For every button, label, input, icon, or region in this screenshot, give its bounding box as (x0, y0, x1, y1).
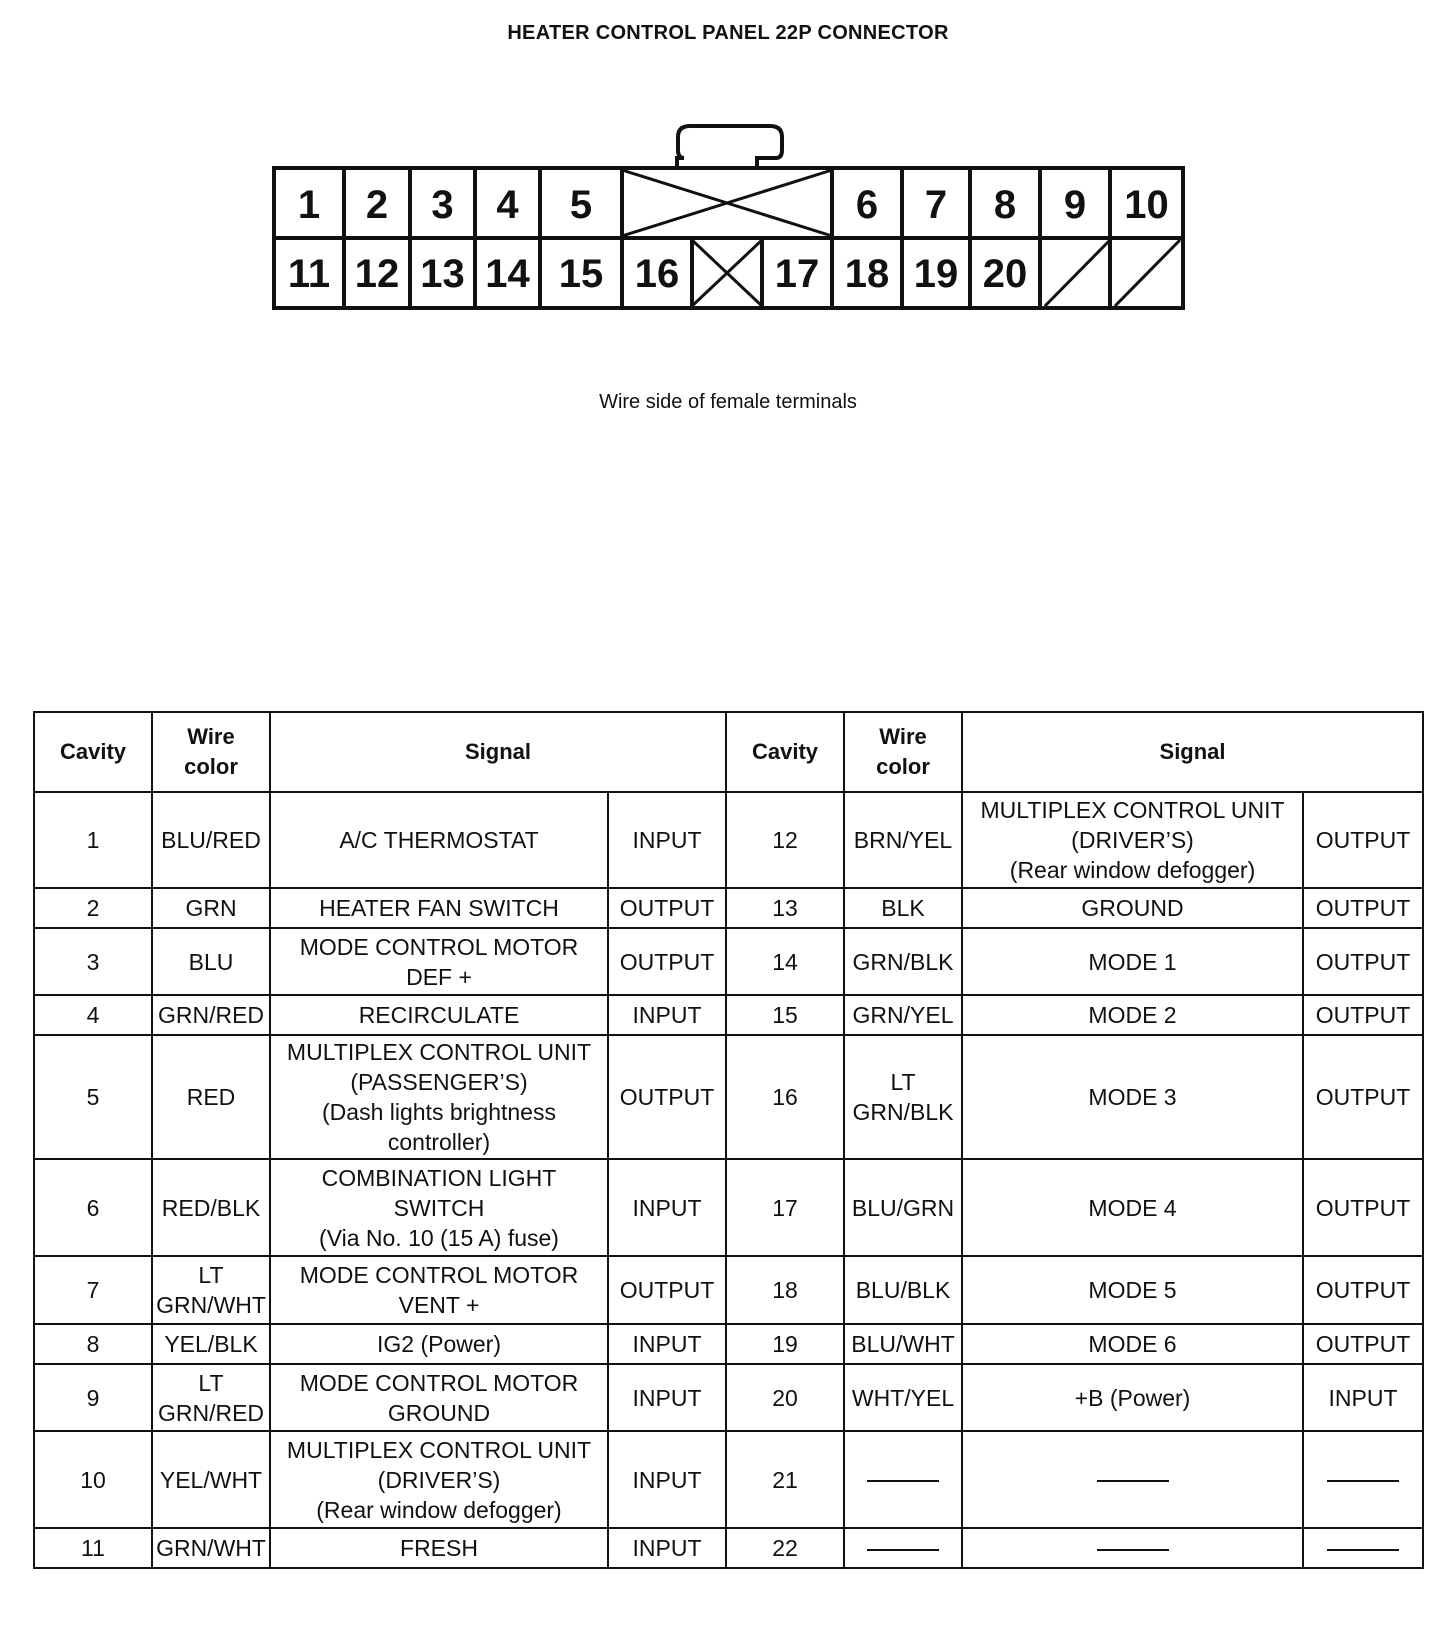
empty-dash (867, 1549, 939, 1551)
wire-color-cell: BRN/YEL (844, 792, 962, 888)
signal-cell: MULTIPLEX CONTROL UNIT (DRIVER’S) (Rear window defogger) (962, 792, 1303, 888)
cavity-cell: 3 (34, 928, 152, 995)
io-direction-cell: OUTPUT (608, 1256, 726, 1324)
cavity-cell: 9 (34, 1364, 152, 1431)
io-direction-cell: OUTPUT (608, 888, 726, 928)
wire-color-cell: BLU/RED (152, 792, 270, 888)
wire-color-cell: LT GRN/RED (152, 1364, 270, 1431)
signal-cell: FRESH (270, 1528, 608, 1568)
table-row (34, 1364, 1423, 1431)
wire-color-cell (844, 1528, 962, 1568)
signal-cell: HEATER FAN SWITCH (270, 888, 608, 928)
cavity-cell: 11 (34, 1528, 152, 1568)
cavity-number: 17 (774, 252, 820, 296)
io-direction-cell: OUTPUT (608, 928, 726, 995)
unused-cavity-mark (1115, 240, 1180, 306)
wire-color-cell: GRN (152, 888, 270, 928)
io-direction-cell: INPUT (608, 1528, 726, 1568)
cavity-number: 12 (354, 252, 400, 296)
cavity-cell: 10 (34, 1431, 152, 1528)
signal-cell: MODE 4 (962, 1159, 1303, 1256)
cavity-number: 8 (993, 183, 1017, 227)
header-signal: Signal (270, 712, 726, 792)
wire-color-cell: LT GRN/BLK (844, 1035, 962, 1159)
diagram-title: HEATER CONTROL PANEL 22P CONNECTOR (507, 22, 949, 44)
io-direction-cell: OUTPUT (1303, 888, 1423, 928)
empty-dash (1327, 1480, 1399, 1482)
cavity-cell: 13 (726, 888, 844, 928)
cavity-number: 6 (855, 183, 879, 227)
signal-cell: MODE 2 (962, 995, 1303, 1035)
signal-cell: A/C THERMOSTAT (270, 792, 608, 888)
cavity-number: 11 (287, 252, 331, 296)
unused-cavity-mark (1045, 240, 1110, 306)
wire-color-cell: GRN/WHT (152, 1528, 270, 1568)
wire-color-cell: BLK (844, 888, 962, 928)
cavity-cell: 5 (34, 1035, 152, 1159)
table-row (34, 792, 1423, 888)
cavity-number: 15 (558, 252, 604, 296)
signal-cell: MULTIPLEX CONTROL UNIT (PASSENGER’S) (Dash lights brightness controller) (270, 1035, 608, 1159)
cavity-number: 18 (844, 252, 890, 296)
header-wire-color: Wire color (152, 712, 270, 792)
io-direction-cell: INPUT (608, 1431, 726, 1528)
table-row (34, 1324, 1423, 1364)
cavity-cell: 20 (726, 1364, 844, 1431)
io-direction-cell: OUTPUT (1303, 1324, 1423, 1364)
table-row (34, 1035, 1423, 1159)
io-direction-cell: INPUT (1303, 1364, 1423, 1431)
io-direction-cell (1303, 1528, 1423, 1568)
connector-diagram (270, 120, 1190, 320)
signal-cell (962, 1528, 1303, 1568)
io-direction-cell: INPUT (608, 1159, 726, 1256)
empty-dash (1097, 1549, 1169, 1551)
io-direction-cell: OUTPUT (1303, 1035, 1423, 1159)
wire-color-cell: YEL/BLK (152, 1324, 270, 1364)
empty-dash (867, 1480, 939, 1482)
cavity-cell: 7 (34, 1256, 152, 1324)
signal-cell: MODE 6 (962, 1324, 1303, 1364)
cavity-number: 16 (634, 252, 680, 296)
cavity-cell: 12 (726, 792, 844, 888)
wire-color-cell: YEL/WHT (152, 1431, 270, 1528)
cavity-cell: 21 (726, 1431, 844, 1528)
table-header-row (34, 712, 1423, 792)
empty-dash (1327, 1549, 1399, 1551)
pinout-table (33, 711, 1424, 1569)
cavity-cell: 14 (726, 928, 844, 995)
diagram-caption: Wire side of female terminals (599, 391, 857, 413)
header-signal: Signal (962, 712, 1423, 792)
wire-color-cell: LT GRN/WHT (152, 1256, 270, 1324)
wire-color-cell (844, 1431, 962, 1528)
cavity-number: 2 (365, 183, 389, 227)
signal-cell: MULTIPLEX CONTROL UNIT (DRIVER’S) (Rear window defogger) (270, 1431, 608, 1528)
signal-cell: MODE 3 (962, 1035, 1303, 1159)
table-row (34, 1431, 1423, 1528)
cavity-number: 14 (485, 252, 530, 296)
header-cavity: Cavity (34, 712, 152, 792)
io-direction-cell: INPUT (608, 1364, 726, 1431)
table-row (34, 1256, 1423, 1324)
signal-cell: RECIRCULATE (270, 995, 608, 1035)
cavity-cell: 15 (726, 995, 844, 1035)
cavity-cell: 8 (34, 1324, 152, 1364)
cavity-cell: 18 (726, 1256, 844, 1324)
table-row (34, 888, 1423, 928)
wire-color-cell: RED (152, 1035, 270, 1159)
signal-cell: GROUND (962, 888, 1303, 928)
signal-cell: +B (Power) (962, 1364, 1303, 1431)
cavity-number: 10 (1124, 183, 1169, 227)
signal-cell: MODE CONTROL MOTOR GROUND (270, 1364, 608, 1431)
signal-cell: MODE 5 (962, 1256, 1303, 1324)
io-direction-cell: OUTPUT (1303, 1159, 1423, 1256)
cavity-number: 5 (569, 183, 593, 227)
io-direction-cell: INPUT (608, 1324, 726, 1364)
io-direction-cell (1303, 1431, 1423, 1528)
table-row (34, 928, 1423, 995)
signal-cell: IG2 (Power) (270, 1324, 608, 1364)
io-direction-cell: OUTPUT (1303, 928, 1423, 995)
io-direction-cell: OUTPUT (608, 1035, 726, 1159)
wire-color-cell: RED/BLK (152, 1159, 270, 1256)
wire-color-cell: GRN/BLK (844, 928, 962, 995)
cavity-cell: 22 (726, 1528, 844, 1568)
cavity-number: 3 (431, 183, 454, 227)
header-cavity: Cavity (726, 712, 844, 792)
cavity-cell: 1 (34, 792, 152, 888)
cavity-number: 9 (1063, 183, 1087, 227)
cavity-cell: 4 (34, 995, 152, 1035)
wire-color-cell: BLU/GRN (844, 1159, 962, 1256)
wire-color-cell: BLU/WHT (844, 1324, 962, 1364)
header-wire-color: Wire color (844, 712, 962, 792)
io-direction-cell: INPUT (608, 995, 726, 1035)
io-direction-cell: OUTPUT (1303, 792, 1423, 888)
table-row (34, 1159, 1423, 1256)
signal-cell (962, 1431, 1303, 1528)
cavity-cell: 2 (34, 888, 152, 928)
signal-cell: MODE CONTROL MOTOR DEF + (270, 928, 608, 995)
wire-color-cell: BLU/BLK (844, 1256, 962, 1324)
io-direction-cell: INPUT (608, 792, 726, 888)
signal-cell: MODE 1 (962, 928, 1303, 995)
cavity-cell: 6 (34, 1159, 152, 1256)
cavity-number: 4 (496, 183, 519, 227)
signal-cell: MODE CONTROL MOTOR VENT + (270, 1256, 608, 1324)
io-direction-cell: OUTPUT (1303, 1256, 1423, 1324)
cavity-number: 20 (982, 252, 1028, 296)
table-row (34, 1528, 1423, 1568)
cavity-number: 13 (420, 252, 465, 296)
signal-cell: COMBINATION LIGHT SWITCH (Via No. 10 (15 A) fuse) (270, 1159, 608, 1256)
connector-lock-tab (677, 126, 782, 168)
cavity-number: 7 (924, 183, 948, 227)
cavity-cell: 16 (726, 1035, 844, 1159)
io-direction-cell: OUTPUT (1303, 995, 1423, 1035)
empty-dash (1097, 1480, 1169, 1482)
cavity-number: 19 (913, 252, 959, 296)
cavity-cell: 19 (726, 1324, 844, 1364)
wire-color-cell: GRN/YEL (844, 995, 962, 1035)
table-row (34, 995, 1423, 1035)
cavity-number: 1 (297, 183, 321, 227)
wire-color-cell: BLU (152, 928, 270, 995)
cavity-cell: 17 (726, 1159, 844, 1256)
wire-color-cell: WHT/YEL (844, 1364, 962, 1431)
wire-color-cell: GRN/RED (152, 995, 270, 1035)
